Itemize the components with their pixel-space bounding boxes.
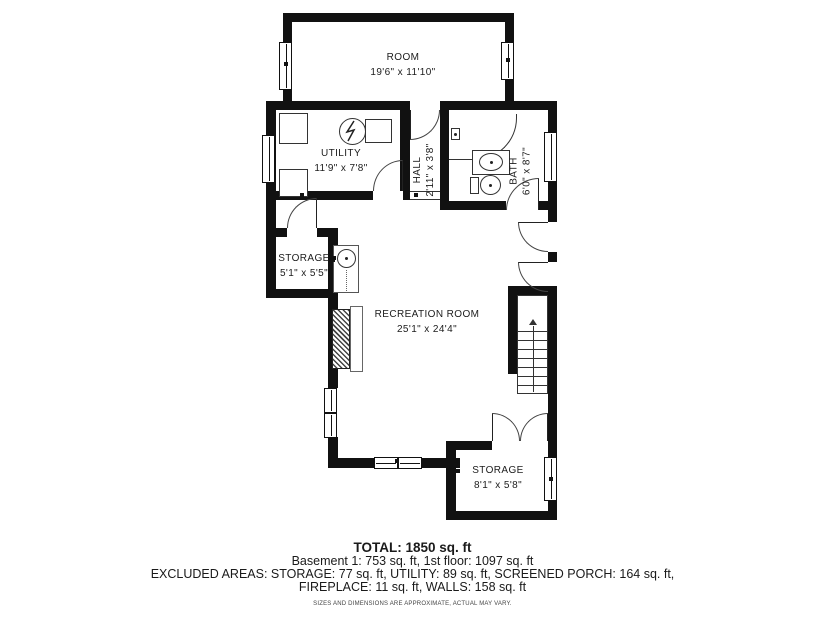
wall-segment bbox=[440, 101, 557, 110]
wall-segment bbox=[548, 210, 557, 222]
summary-block bbox=[0, 540, 825, 607]
storage-upper-door bbox=[287, 198, 317, 228]
wall-segment bbox=[328, 458, 374, 468]
excluded-areas-line2: FIREPLACE: 11 sq. ft, WALLS: 158 sq. ft bbox=[298, 580, 527, 594]
floor-areas: Basement 1: 753 sq. ft, 1st floor: 1097 sq. ft bbox=[291, 554, 534, 568]
dimension-tick bbox=[549, 477, 553, 481]
toilet-tank bbox=[470, 177, 479, 194]
wall-segment bbox=[446, 511, 557, 520]
hall-label bbox=[411, 130, 437, 210]
room-window-left bbox=[279, 42, 292, 90]
dimension-tick bbox=[300, 193, 304, 197]
french-door-left bbox=[492, 413, 520, 441]
room-name: RECREATION ROOM bbox=[374, 309, 480, 320]
sink-bowl bbox=[479, 153, 503, 171]
room-dims: 19'6" x 11'10" bbox=[370, 67, 436, 78]
dimension-tick bbox=[284, 62, 288, 66]
stair-center-line bbox=[533, 326, 534, 392]
storage-upper-label bbox=[254, 251, 354, 281]
french-door-right bbox=[520, 413, 548, 441]
total-area: TOTAL: 1850 sq. ft bbox=[353, 540, 472, 555]
rec-window-left-upper bbox=[324, 388, 337, 413]
bath-label bbox=[508, 129, 534, 214]
room-dims: 11'9" x 7'8" bbox=[314, 163, 368, 174]
wall-segment bbox=[440, 101, 449, 210]
utility-window bbox=[262, 135, 275, 183]
storage-lower-label bbox=[448, 463, 548, 493]
wall-segment bbox=[283, 13, 514, 22]
room-name: BATH bbox=[508, 157, 520, 185]
toilet-bowl bbox=[480, 175, 501, 195]
room-dims: 8'1" x 5'8" bbox=[473, 480, 523, 491]
room-dims: 5'1" x 5'5" bbox=[279, 268, 329, 279]
room-dims: 2'11" x 3'8" bbox=[425, 143, 436, 197]
room-name: STORAGE bbox=[472, 465, 524, 476]
room-dims: 25'1" x 24'4" bbox=[396, 324, 458, 335]
lightning-icon bbox=[340, 119, 364, 143]
shower-valve bbox=[451, 128, 460, 140]
room-dims: 6'0" x 8'7" bbox=[521, 146, 533, 196]
utility-label bbox=[281, 146, 401, 176]
dimension-tick bbox=[550, 255, 554, 259]
utility-appliance bbox=[365, 119, 392, 143]
wall-segment bbox=[403, 191, 410, 200]
dimension-tick bbox=[497, 513, 501, 517]
rec-window-bottom-right bbox=[398, 457, 422, 469]
utility-appliance bbox=[279, 113, 308, 144]
dimension-tick bbox=[345, 103, 349, 107]
rec-window-left-lower bbox=[324, 413, 337, 438]
bath-window bbox=[544, 132, 557, 182]
dimension-tick bbox=[486, 15, 490, 19]
room-label bbox=[333, 50, 473, 80]
excluded-areas-line1: EXCLUDED AREAS: STORAGE: 77 sq. ft, UTILITY: 89 sq. ft, SCREENED PORCH: 164 sq. ft, bbox=[150, 567, 675, 581]
wall-segment bbox=[548, 292, 557, 441]
bath-sink bbox=[472, 150, 510, 175]
wall-segment bbox=[266, 101, 410, 110]
room-name: ROOM bbox=[386, 52, 420, 63]
dimension-tick bbox=[395, 459, 399, 463]
dimension-tick bbox=[481, 203, 485, 207]
dimension-tick bbox=[300, 291, 304, 295]
room-name: UTILITY bbox=[320, 148, 362, 159]
recreation-room-label bbox=[337, 307, 517, 337]
wall-segment bbox=[440, 201, 506, 210]
staircase bbox=[517, 295, 548, 394]
rec-right-door-upper bbox=[518, 222, 548, 252]
utility-water-heater bbox=[339, 118, 366, 145]
stair-up-arrow-icon bbox=[529, 319, 537, 325]
wall-segment bbox=[539, 201, 557, 210]
disclaimer: SIZES AND DIMENSIONS ARE APPROXIMATE, ACTUAL MAY VARY. bbox=[313, 601, 512, 607]
wall-segment bbox=[266, 228, 287, 237]
room-name: HALL bbox=[412, 156, 423, 184]
dimension-tick bbox=[506, 58, 510, 62]
room-name: STORAGE bbox=[278, 253, 330, 264]
